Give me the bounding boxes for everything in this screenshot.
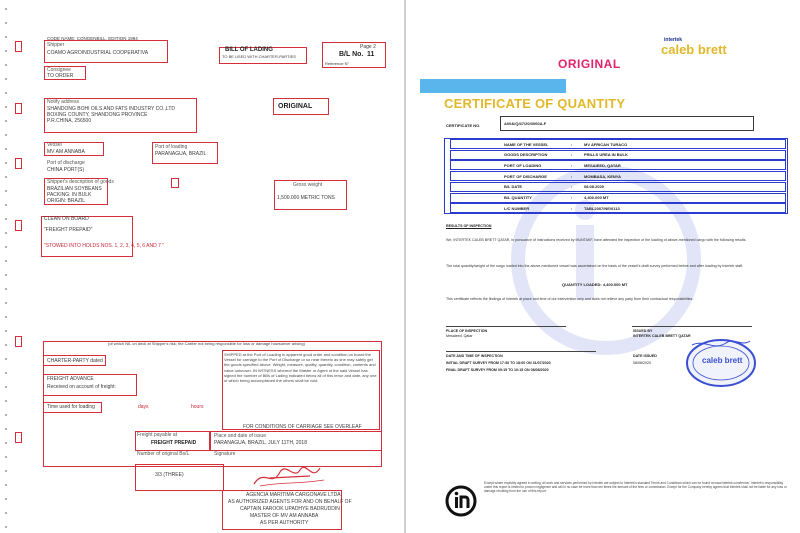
brand-top: intertek <box>664 37 683 43</box>
margin-dot <box>5 470 7 472</box>
marker-box <box>15 336 22 347</box>
hours-label: hours <box>191 404 204 410</box>
signature-scribble <box>250 458 330 490</box>
margin-dot <box>5 456 7 458</box>
margin-dot <box>5 78 7 80</box>
paragraph-3: This certificate reflects the findings of Intertek at place and time of our intervention only and does not relieve any party from their contractual responsibilities. <box>446 297 694 301</box>
original-label: ORIGINAL <box>278 103 313 110</box>
margin-dot <box>5 442 7 444</box>
margin-dot <box>5 288 7 290</box>
place-value: Mesaieed, Qatar <box>446 334 473 338</box>
clean-line-2: "FREIGHT PREPAID" <box>44 227 93 233</box>
goods-line-1: BRAZILIAN SOYBEANS <box>47 186 102 192</box>
margin-dot <box>5 148 7 150</box>
agent-line-2: AS AUTHORIZED AGENTS FOR AND ON BEHALF OF <box>228 499 352 505</box>
margin-dot <box>5 302 7 304</box>
agent-line-4: MASTER OF MV AM ANNABA <box>250 513 319 519</box>
reference-label: Reference N° <box>325 61 350 66</box>
detail-row-value: MOMBASA, KENYA <box>584 173 621 179</box>
goods-line-3: ORIGIN: BRAZIL <box>47 198 86 204</box>
agent-line-3: CAPTAIN FAROOK UPADHYE BADRUDDIN <box>240 506 340 512</box>
margin-dot <box>5 526 7 528</box>
margin-dot <box>5 386 7 388</box>
detail-row-label: PORT OF DISCHARGE <box>504 173 547 179</box>
intertek-logo-icon <box>444 484 478 518</box>
margin-dot <box>5 358 7 360</box>
detail-row-value: MV AFRICAN TURACO <box>584 141 628 147</box>
margin-dot <box>5 330 7 332</box>
port-loading-value: PARANAGUA, BRAZIL <box>155 151 207 157</box>
margin-dot <box>5 428 7 430</box>
margin-dot <box>5 260 7 262</box>
margin-dot <box>5 106 7 108</box>
clean-on-board-box <box>41 216 133 257</box>
notify-line-3: P.R.CHINA, 256500 <box>47 118 92 124</box>
freight-advance: FREIGHT ADVANCE <box>47 376 94 382</box>
margin-dot <box>5 204 7 206</box>
detail-row-colon: : <box>571 141 573 147</box>
marker-box <box>15 158 22 169</box>
deck-note: (of which NIL on deck at Shipper's risk; the Carrier not being responsible for loss or damage howsoever arising) <box>108 341 305 346</box>
rule <box>446 326 566 327</box>
margin-dot <box>5 246 7 248</box>
margin-dot <box>5 92 7 94</box>
freight-payable-label: Freight payable at <box>137 432 178 438</box>
margin-dot <box>5 162 7 164</box>
margin-dot <box>5 64 7 66</box>
rule <box>446 351 596 352</box>
stamp-brand: caleb brett <box>702 356 743 365</box>
consignee-label: Consignee <box>47 67 71 73</box>
original-stamp: ORIGINAL <box>558 57 621 71</box>
cert-no-label: CERTIFICATE NO. <box>446 123 481 128</box>
freight-advance-sub: Received on account of freight: <box>47 384 116 390</box>
port-discharge-value: CHINA PORT(S) <box>47 167 85 173</box>
detail-row-colon: : <box>571 152 573 158</box>
margin-dot <box>5 120 7 122</box>
shipper-value: COAMO AGROINDUSTRIAL COOPERATIVA <box>47 50 149 56</box>
detail-row-colon: : <box>571 162 573 168</box>
margin-dot <box>5 232 7 234</box>
brand-name: caleb brett <box>661 42 727 57</box>
redaction-bar <box>420 79 566 93</box>
date-time-label: DATE AND TIME OF INSPECTION <box>446 354 503 358</box>
margin-dot <box>5 414 7 416</box>
rule <box>632 326 752 327</box>
margin-dot <box>5 344 7 346</box>
issued-label: ISSUED BY <box>633 329 653 333</box>
detail-row-label: B/L DATE <box>504 184 523 190</box>
marker-box <box>15 41 22 52</box>
detail-row-colon: : <box>571 173 573 179</box>
bl-no-label: B/L No. <box>339 51 364 58</box>
marker-box <box>171 178 179 188</box>
margin-dot <box>5 498 7 500</box>
paragraph-2: The total quantity/weight of the cargo loaded into the above-mentioned vessel was ascertained on the basis of the vessel's draft survey performed before and after loading by Intertek staff. <box>446 264 744 268</box>
detail-row-value: 4,400.000 MT <box>584 195 609 200</box>
margin-dot <box>5 372 7 374</box>
margin-dot <box>5 484 7 486</box>
signature-label: Signature <box>214 451 236 457</box>
marker-box <box>15 103 22 114</box>
vessel-value: MV AM ANNABA <box>47 149 85 155</box>
initial-survey: INITIAL DRAFT SURVEY FROM 17:30 TO 18:00 ON 31/07/2020 <box>446 361 551 365</box>
detail-row-colon: : <box>571 205 573 211</box>
date-issued-label: DATE ISSUED <box>633 354 657 358</box>
bill-title: BILL OF LADING <box>225 47 273 53</box>
margin-dot <box>5 400 7 402</box>
detail-row-colon: : <box>571 195 573 200</box>
certificate-title: CERTIFICATE OF QUANTITY <box>444 96 626 111</box>
footer-text: Except where explicitly agreed in writing, all work and services performed by Intertek are subject to Intertek's standard Terms and Conditions which can be found at www.intertek.com/terms/. Intertek's responsibility under this report is limited to proven negligence and will in no case be more than ten times the amount of the fees or commission. Except for the Company hereby agrees that Intertek shall not be liable for any loss or damage resulting from the use of this report. <box>484 481 787 494</box>
goods-label: Shipper's description of goods <box>47 179 114 185</box>
gross-weight-label: Gross weight <box>293 182 323 188</box>
results-label: RESULTS OF INSPECTION <box>446 224 492 228</box>
final-survey: FINAL DRAFT SURVEY FROM 09:15 TO 10:15 ON 08/08/2020 <box>446 368 549 372</box>
freight-prepaid: FREIGHT PREPAID <box>151 440 197 446</box>
paragraph-1: We, INTERTEK CALEB BRETT QATAR, in pursuance of instructions received by MUNTAKF, have attended the inspection of the loading of above-mentioned cargo with the following results. <box>446 238 747 242</box>
code-name: CODE NAME: CONGENBILL. EDITION 1994 <box>47 36 138 41</box>
margin-dot <box>5 218 7 220</box>
clean-line-1: CLEAN ON BOARD <box>44 216 89 222</box>
shipped-text: SHIPPED at the Port of Loading in apparent good order and condition on board the Vessel for carriage to the Port of Discharge or so near thereto as she may safely get the goods specified above. Weight, measure, quality, quantity, condition, contents and value unknown. IN WITNESS whereof the Master or Agent of the said Vessel has signed the number of Bills of Lading indicated below all of this tenor and date, any one of which being accomplished the others shall be void. <box>224 352 377 384</box>
place-date-label: Place and date of issue <box>214 433 266 439</box>
margin-dot <box>5 274 7 276</box>
notify-line-1: SHANDONG BOHI OILS AND FATS INDUSTRY CO.,LTD <box>47 106 175 112</box>
detail-row-label: GOODS DESCRIPTION <box>504 152 548 158</box>
margin-dot <box>5 176 7 178</box>
margin-dot <box>5 8 7 10</box>
details-outline <box>444 138 788 214</box>
port-discharge-label: Port of discharge <box>47 160 85 166</box>
place-date: PARANAGUA, BRAZIL, JULY 11TH, 2018 <box>214 440 307 446</box>
cert-no-value: A00&/Q/47/20/3000A-F <box>504 121 547 126</box>
gross-weight-value: 1,500.000 METRIC TONS <box>277 195 335 201</box>
bill-subtitle: TO BE USED WITH CHARTER-PARTIES <box>222 54 296 59</box>
conditions: FOR CONDITIONS OF CARRIAGE SEE OVERLEAF <box>243 424 362 430</box>
agent-line-5: AS PER AUTHORITY <box>260 520 309 526</box>
place-label: PLACE OF INSPECTION <box>446 329 488 333</box>
vessel-label: Vessel <box>47 142 62 148</box>
certificate-page <box>406 0 800 533</box>
days-label: days <box>138 404 149 410</box>
detail-row-colon: : <box>571 184 573 190</box>
notify-line-2: BOXING COUNTY, SHANDONG PROVINCE <box>47 112 148 118</box>
goods-line-2: PACKING: IN BULK <box>47 192 92 198</box>
margin-dot <box>5 134 7 136</box>
detail-row-label: NAME OF THE VESSEL <box>504 141 549 147</box>
marker-box <box>15 220 22 231</box>
margin-dot <box>5 36 7 38</box>
marker-box <box>15 432 22 443</box>
shipper-label: Shipper <box>47 42 65 48</box>
detail-row-value: 08.08.2020 <box>584 184 605 190</box>
detail-row-value: TABL2007/NE/0113 <box>584 205 620 211</box>
consignee-value: TO ORDER <box>47 73 74 79</box>
margin-dot <box>5 190 7 192</box>
clean-line-3: "STOWED INTO HOLDS NOS. 1, 2, 3, 4, 5, 6 AND 7 " <box>44 243 165 249</box>
date-issued: 08/08/2020 <box>633 361 651 365</box>
detail-row-label: B/L QUANTITY <box>504 195 532 200</box>
detail-row-label: PORT OF LOADING <box>504 162 542 168</box>
margin-dot <box>5 22 7 24</box>
num-originals-label: Number of original Bs/L <box>137 451 190 457</box>
port-loading-label: Port of loading <box>155 144 188 150</box>
time-loading: Time used for loading <box>47 404 95 410</box>
page-number: Page 2 <box>360 44 376 50</box>
detail-row-label: L/C NUMBER <box>504 205 530 211</box>
charter-party: CHARTER-PARTY dated <box>47 358 103 364</box>
notify-label: Notify address <box>47 99 79 105</box>
detail-row-value: MESAIEED, QATAR <box>584 162 621 168</box>
num-originals: 3/3 (THREE) <box>155 472 184 478</box>
margin-dot <box>5 512 7 514</box>
detail-row-value: PRILLS UREA IN BULK <box>584 152 628 158</box>
margin-dot <box>5 50 7 52</box>
agent-line-1: AGENCIA MARITIMA CARGONAVE LTDA <box>246 492 341 498</box>
issued-value: INTERTEK CALEB BRETT QATAR <box>633 334 691 338</box>
quantity-loaded: QUANTITY LOADED: 4,400.000 MT <box>562 282 628 287</box>
margin-dot <box>5 316 7 318</box>
bl-no-value: 11 <box>367 51 375 58</box>
